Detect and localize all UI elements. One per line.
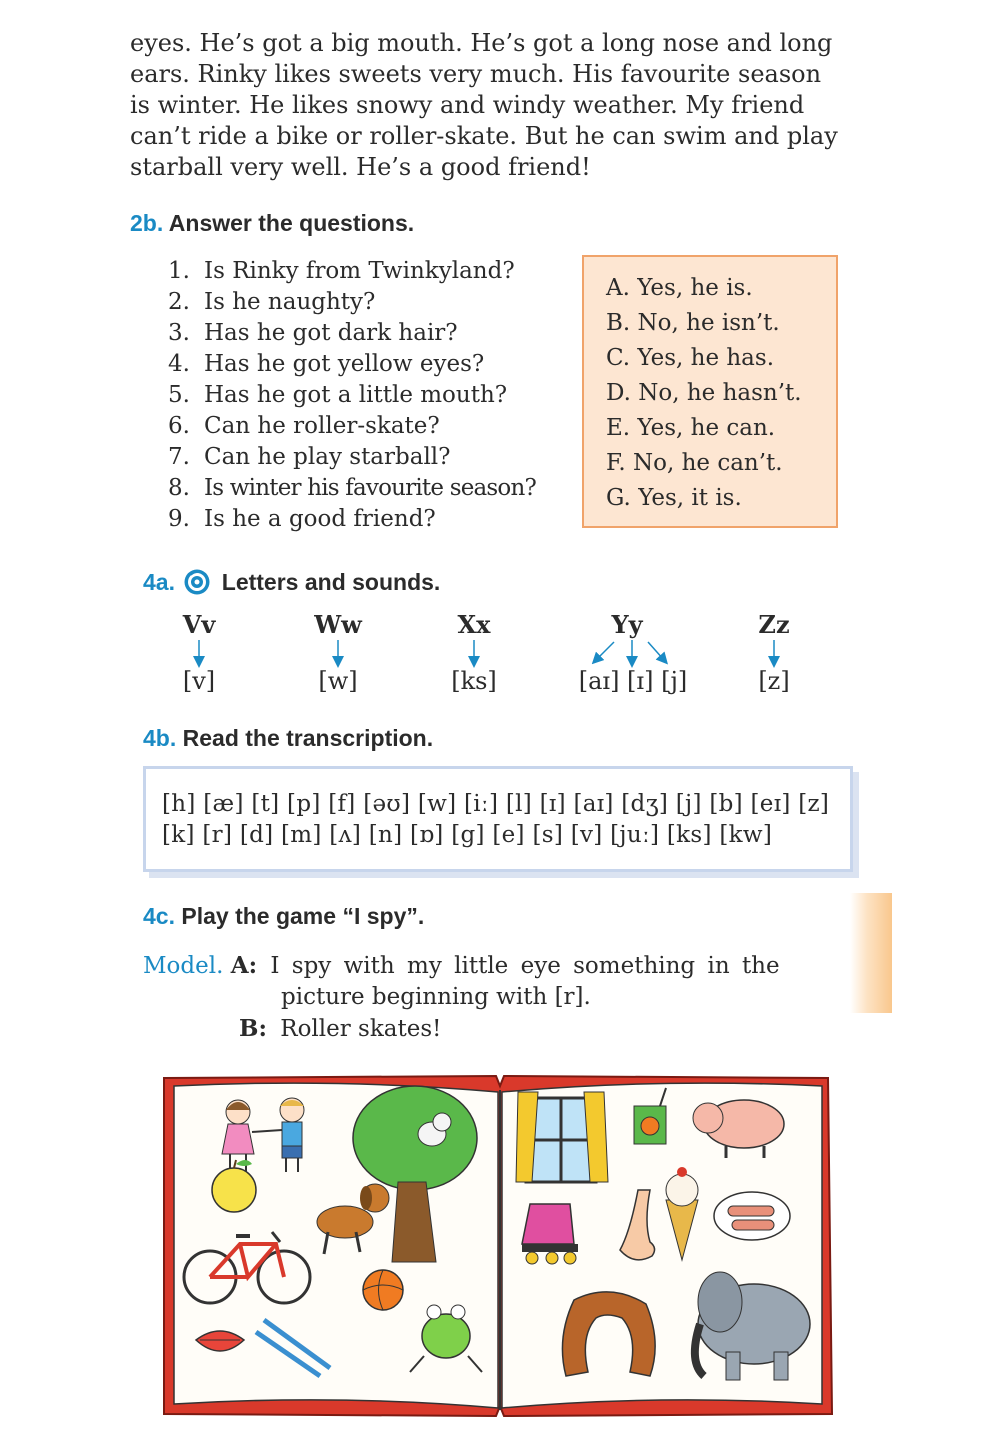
- question-item: [168, 411, 536, 442]
- letter-pair: Yy: [611, 610, 643, 639]
- sound-transcription: [v]: [182, 667, 216, 695]
- question-number: 7.: [168, 444, 190, 470]
- question-item: [168, 318, 536, 349]
- sound-transcription: [ks]: [451, 667, 497, 695]
- answer-option: G. Yes, it is.: [606, 485, 742, 511]
- question-item: [168, 256, 536, 287]
- question-number: 6.: [168, 413, 190, 439]
- speaker-b-label: B:: [239, 1015, 267, 1042]
- transcription-line: [h] [æ] [t] [p] [f] [əʊ] [w] [iː] [l] [ɪ] [aɪ] [dʒ] [j] [b] [eɪ] [z]: [162, 791, 830, 817]
- answer-option: B. No, he isn’t.: [606, 310, 780, 336]
- exercise-number: 2b.: [130, 210, 164, 236]
- question-text: Is winter his favourite season?: [204, 475, 537, 501]
- sound-transcription: [w]: [318, 667, 358, 695]
- exercise-title: Read the transcription.: [182, 725, 434, 751]
- exercise-number: 4b.: [143, 725, 177, 751]
- sound-transcription: [aɪ] [ɪ] [j]: [578, 667, 688, 695]
- question-item: [168, 349, 536, 380]
- question-text: Has he got yellow eyes?: [204, 351, 485, 377]
- question-text: Has he got dark hair?: [204, 320, 458, 346]
- picture-book: [160, 1072, 836, 1422]
- question-number: 5.: [168, 382, 190, 408]
- question-number: 8.: [168, 475, 190, 501]
- question-text: Can he play starball?: [204, 444, 451, 470]
- question-number: 3.: [168, 320, 190, 346]
- heading-4a: [143, 568, 440, 596]
- model-label: Model.: [143, 953, 224, 979]
- intro-line: starball very well. He’s a good friend!: [130, 153, 591, 181]
- speaker-a-line-continued: picture beginning with [r].: [281, 984, 591, 1010]
- intro-paragraph: [130, 28, 850, 183]
- question-text: Is he a good friend?: [204, 506, 436, 532]
- question-number: 4.: [168, 351, 190, 377]
- question-text: Has he got a little mouth?: [204, 382, 508, 408]
- speaker-a-label: A:: [230, 952, 258, 979]
- heading-4c: [143, 903, 424, 930]
- question-number: 2.: [168, 289, 190, 315]
- question-number: 9.: [168, 506, 190, 532]
- question-item: [168, 287, 536, 318]
- arrow-down-left-icon: [596, 642, 614, 660]
- question-item: [168, 380, 536, 411]
- question-text: Is Rinky from Twinkyland?: [204, 258, 515, 284]
- arrow-down-right-icon: [648, 642, 664, 660]
- exercise-number: 4c.: [143, 903, 175, 929]
- transcription-box: [143, 766, 853, 872]
- sound-transcription: [z]: [758, 667, 790, 695]
- page-edge-tab: [850, 893, 892, 1013]
- audio-cd-icon[interactable]: [183, 568, 211, 596]
- letter-pair: Vv: [182, 610, 216, 639]
- intro-line: can’t ride a bike or roller-skate. But he can swim and play: [130, 122, 838, 150]
- answer-option: E. Yes, he can.: [606, 415, 776, 441]
- exercise-title: Letters and sounds.: [221, 569, 441, 595]
- question-number: 1.: [168, 258, 190, 284]
- sausages-icon: [714, 1192, 790, 1240]
- intro-line: is winter. He likes snowy and windy weather. My friend: [130, 91, 805, 119]
- question-item: [168, 442, 536, 473]
- window-icon: [516, 1092, 608, 1182]
- model-dialogue: [143, 950, 780, 1045]
- answer-option: F. No, he can’t.: [606, 450, 783, 476]
- question-text: Can he roller-skate?: [204, 413, 440, 439]
- letter-pair: Zz: [758, 610, 790, 639]
- roller-skates-icon: [522, 1204, 578, 1264]
- answer-options-box: [582, 255, 838, 528]
- speaker-b-line: Roller skates!: [280, 1016, 442, 1042]
- exercise-title: Play the game “I spy”.: [181, 903, 425, 929]
- answer-option: A. Yes, he is.: [606, 275, 753, 301]
- answer-option: C. Yes, he has.: [606, 345, 775, 371]
- transcription-line: [k] [r] [d] [m] [ʌ] [n] [ɒ] [g] [e] [s] [v] [juː] [ks] [kw]: [162, 822, 773, 848]
- question-item: [168, 473, 536, 504]
- ball-icon: [363, 1270, 403, 1310]
- question-list: [168, 256, 536, 535]
- heading-2b: [130, 210, 414, 237]
- speaker-a-line: I spy with my little eye something in the: [270, 953, 780, 979]
- exercise-number: 4a.: [143, 569, 175, 595]
- heading-4b: [143, 725, 433, 752]
- question-item: [168, 504, 536, 535]
- answer-option: D. No, he hasn’t.: [606, 380, 802, 406]
- intro-line: eyes. He’s got a big mouth. He’s got a long nose and long: [130, 29, 833, 57]
- intro-line: ears. Rinky likes sweets very much. His favourite season: [130, 60, 822, 88]
- letter-pair: Ww: [314, 610, 362, 639]
- question-text: Is he naughty?: [204, 289, 376, 315]
- exercise-title: Answer the questions.: [168, 210, 415, 236]
- letter-pair: Xx: [457, 610, 491, 639]
